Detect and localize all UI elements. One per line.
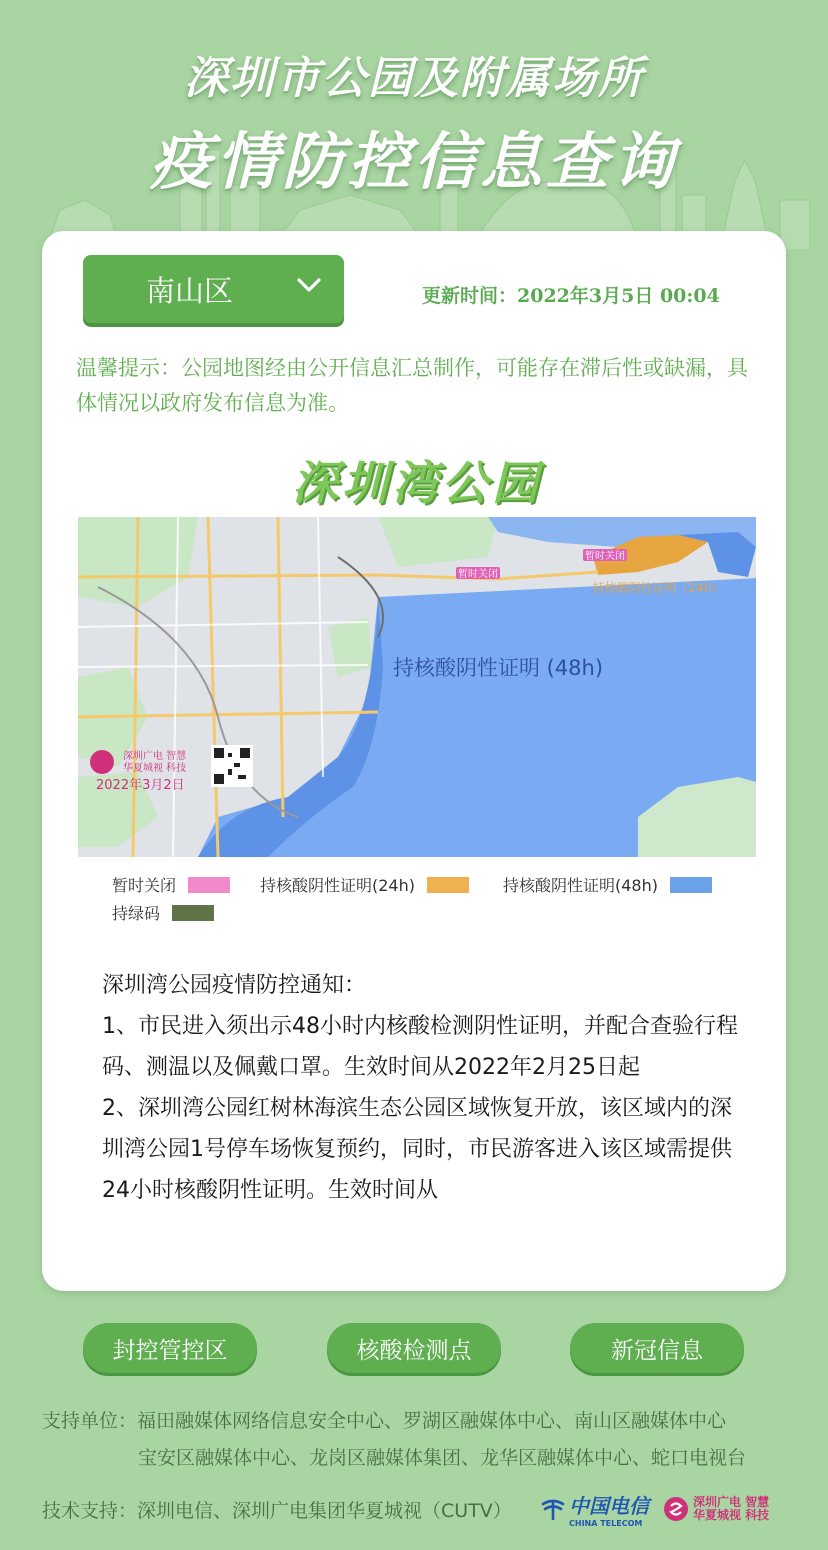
- page-title-line1: 深圳市公园及附属场所: [184, 53, 644, 104]
- chevron-down-icon: [296, 275, 322, 295]
- china-telecom-logo: [540, 1490, 649, 1528]
- map-label-24h: 持核酸阴性证明（24h）: [592, 581, 724, 595]
- china-telecom-icon: [540, 1498, 566, 1520]
- map-label-48h: 持核酸阴性证明 (48h): [392, 656, 604, 680]
- legend-item: [503, 873, 712, 896]
- legend-label: 持绿码: [112, 904, 161, 923]
- map-watermark-date: 2022年3月2日: [96, 778, 185, 793]
- szmg-icon: [663, 1496, 689, 1522]
- notice-heading: 深圳湾公园疫情防控通知：: [102, 973, 367, 998]
- park-map: [78, 517, 756, 857]
- legend-swatch: [188, 877, 230, 893]
- district-dropdown[interactable]: [83, 255, 344, 323]
- legend-label: 暂时关闭: [112, 876, 177, 895]
- footer-logos: [540, 1490, 769, 1528]
- szmg-line1: 深圳广电 智慧: [693, 1495, 770, 1509]
- testing-site-button[interactable]: 核酸检测点: [327, 1323, 501, 1373]
- map-watermark-org: 深圳广电 智慧: [123, 751, 187, 762]
- legend-label: 持核酸阴性证明(48h): [503, 876, 658, 895]
- update-time-label: 更新时间：: [422, 285, 518, 307]
- legend-item: [112, 901, 214, 924]
- park-content[interactable]: [78, 439, 756, 1239]
- info-card: [42, 231, 786, 1291]
- park-notice: [102, 965, 742, 1211]
- szmg-line2: 华夏城视 科技: [693, 1508, 770, 1522]
- footer-tech-support: 技术支持：深圳电信、深圳广电集团华夏城视（CUTV）: [42, 1500, 512, 1522]
- page-title-line2: 疫情防控信息查询: [149, 125, 678, 198]
- legend-swatch: [427, 877, 469, 893]
- notice-tip: 温馨提示：公园地图经由公开信息汇总制作，可能存在滞后性或缺漏，具体情况以政府发布信息为准。: [76, 356, 748, 415]
- update-time-value: 2022年3月5日 00:04: [517, 285, 720, 307]
- china-telecom-cn: 中国电信: [569, 1494, 649, 1518]
- update-time: [422, 281, 720, 308]
- legend-swatch: [670, 877, 712, 893]
- footer-support-line2: 宝安区融媒体中心、龙岗区融媒体集团、龙华区融媒体中心、蛇口电视台: [138, 1447, 747, 1469]
- lockdown-zone-button[interactable]: 封控管控区: [83, 1323, 257, 1373]
- map-label-closed-1: 暂时关闭: [458, 569, 498, 580]
- notice-item: 2、深圳湾公园红树林海滨生态公园区域恢复开放，该区域内的深圳湾公园1号停车场恢复预约，同时，市民游客进入该区域需提供24小时核酸阴性证明。生效时间从: [102, 1096, 732, 1203]
- district-label: 南山区: [145, 273, 233, 308]
- map-label-closed-2: 暂时关闭: [585, 551, 625, 562]
- china-telecom-en: CHINA TELECOM: [569, 1519, 643, 1528]
- footer-support-line1: 支持单位：福田融媒体网络信息安全中心、罗湖区融媒体中心、南山区融媒体中心: [42, 1410, 727, 1432]
- szmg-logo: [663, 1496, 769, 1522]
- notice-item: 1、市民进入须出示48小时内核酸检测阴性证明，并配合查验行程码、测温以及佩戴口罩。生效时间从2022年2月25日起: [102, 1014, 738, 1080]
- legend-item: [260, 873, 469, 896]
- park-title: 深圳湾公园: [292, 456, 542, 510]
- legend-swatch: [172, 905, 214, 921]
- map-watermark-org2: 华夏城视 科技: [123, 763, 187, 774]
- legend-label: 持核酸阴性证明(24h): [260, 876, 415, 895]
- covid-info-button[interactable]: 新冠信息: [570, 1323, 744, 1373]
- legend-item: [112, 873, 230, 896]
